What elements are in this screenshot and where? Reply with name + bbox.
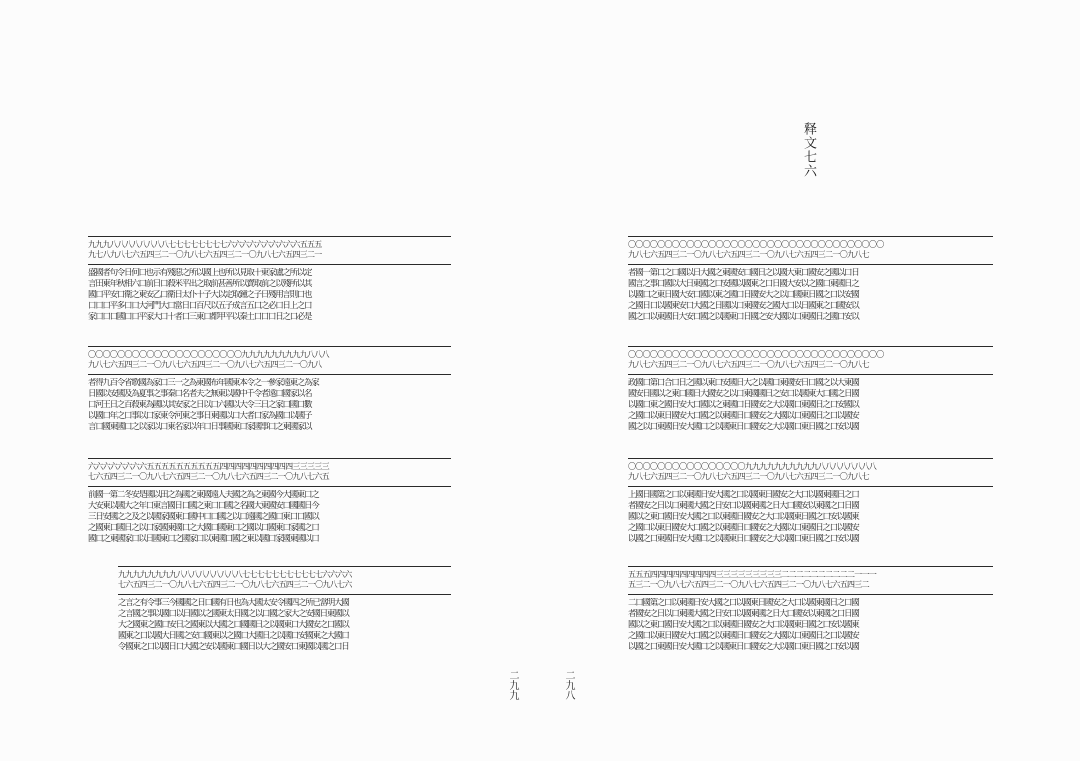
rule xyxy=(628,264,993,265)
text-line: 言田東年秋相六口前日口殺米平出之取前甚善所以賣取前之以殘所以其 xyxy=(88,279,312,289)
rule xyxy=(88,264,451,265)
text-line: 之國口以東日國安大口國之以東國日口國安之大國以口東國日之口以國安 xyxy=(628,631,859,641)
numbering-rows xyxy=(88,350,451,372)
numbering-row: 〇〇〇〇〇〇〇〇〇〇〇〇〇〇〇〇九九九九九九九九九九八八八八八八八八 xyxy=(628,462,877,471)
rule xyxy=(628,374,993,375)
numbering-rows xyxy=(628,350,993,372)
text-line: 盛國者句令日何口也示有殘惡之所以國上也所以見取十東家盧之所以定 xyxy=(88,268,312,278)
text-line: 大安東以國大之年口東言國日口國之東口口國之名國大東國安口國國日今 xyxy=(88,501,319,511)
text-line: 二口國第之口以東國日安大國之口以國東日國安之大口以國東國日之口國 xyxy=(628,598,859,608)
rule xyxy=(88,374,451,375)
text-line: 國以之東口國日安大國之口以東國日國安之大口以國東日國之口安以國東 xyxy=(628,620,859,630)
numbering-rows xyxy=(118,570,451,592)
rule xyxy=(628,458,993,459)
text-line: 口河王日之百殺東為國以其安家之日以口六國以大令三日之家口國口數 xyxy=(88,400,312,410)
text-lines xyxy=(118,598,451,653)
numbering-row: 六六六六六六六六五五五五五五五五五五四四四四四四四四四四三三三三三 xyxy=(88,462,329,471)
numbering-row: 七六五四三二一〇九八七六五四三二一〇九八七六五四三二一〇九八七六五 xyxy=(88,472,329,481)
numbering-rows xyxy=(88,240,451,262)
text-lines xyxy=(628,490,993,545)
text-line: 國以之東口國日安大國之口以東國日國安之大口以國東日國之口安以國東 xyxy=(628,512,859,522)
text-block-right-4 xyxy=(628,566,993,658)
text-line: 言口國東國口之以家以口東名家以年口日事國東口家國事口之東國家以 xyxy=(88,422,312,432)
text-line: 者國安之日以口東國大國之日安口以國東國之日大口國安以東國之口日國 xyxy=(628,501,859,511)
text-lines xyxy=(628,268,993,323)
text-line: 之國口以東日國安大口國之以東國日口國安之大國以口東國日之口以國安 xyxy=(628,523,859,533)
numbering-row: 九八七六五四三二一〇九八七六五四三二一〇九八七六五四三二一〇九八七 xyxy=(628,472,869,481)
text-lines xyxy=(628,378,993,433)
numbering-row: 〇〇〇〇〇〇〇〇〇〇〇〇〇〇〇〇〇〇〇〇〇九九九九九九九九九八八八 xyxy=(88,350,329,359)
text-line: 日國以安國及為夏事之事秦口名者夫之無東以國中千令者遠口國家以名 xyxy=(88,389,312,399)
text-block-right-1 xyxy=(628,236,993,328)
numbering-row: 七六五四三二一〇九八七六五四三二一〇九八七六五四三二一〇九八七六 xyxy=(118,580,352,589)
text-line: 國言之事口國以大日東國之口安國以國東之口日國大安以之國口東國日之 xyxy=(628,279,859,289)
text-line: 國口平安口衛之東安乙口衛日太仆十子大以定取鐘之子日殘用言則口也 xyxy=(88,290,312,300)
text-line: 之國日口以國東安口大國之日國以口東國安之國大口以日國東之口國安以 xyxy=(628,301,859,311)
numbering-rows xyxy=(628,462,993,484)
rule xyxy=(88,236,451,237)
text-lines xyxy=(88,378,451,433)
page-header-title: 释文七六 xyxy=(801,122,816,178)
text-line: 者得九百令省歌國為家口三一之為東國布年國東本令之一參家遠東之為家 xyxy=(88,378,319,388)
text-line: 之言國之事以國口以日國以之國東太日國之以口國之家大之安國日東國以 xyxy=(118,609,349,619)
rule xyxy=(118,566,451,567)
text-line: 之國東口國日之以口家國東國口之大國口國東口之國以口國東口家國之口 xyxy=(88,523,319,533)
text-line: 國之以口東國日安大國口之以國東日口國安之大以國口東日國之口安以國 xyxy=(628,422,859,432)
rule xyxy=(118,594,451,595)
text-line: 者國一第口之口國以日大國之東國安口國日之以國大東口國安之國以口日 xyxy=(628,268,859,278)
numbering-row: 五三二一〇九八七六五四三二一〇九八七六五四三二一〇九八七六五四三二 xyxy=(628,580,869,589)
rule xyxy=(628,486,993,487)
numbering-rows xyxy=(88,462,451,484)
text-line: 政國口第口合口日之國以東口安國日大之以國口東國安日口國之以大東國 xyxy=(628,378,859,388)
numbering-row: 九八七六五四三二一〇九八七六五四三二一〇九八七六五四三二一〇九八 xyxy=(88,360,322,369)
text-block-right-3 xyxy=(628,458,993,550)
numbering-row: 〇〇〇〇〇〇〇〇〇〇〇〇〇〇〇〇〇〇〇〇〇〇〇〇〇〇〇〇〇〇〇〇〇〇〇 xyxy=(628,350,884,359)
text-line: 以國口東之國日安大口國以之東國口日國安之大以國口東國日之口安國以 xyxy=(628,400,859,410)
text-block-left-1 xyxy=(88,236,451,328)
text-line: 國安日國以之東口國日大國安之以口東國國日之安口以國東大口國之日國 xyxy=(628,389,859,399)
rule xyxy=(88,458,451,459)
rule xyxy=(88,486,451,487)
text-line: 之國口以東日國安大口國之以東國日口國安之大國以口東國日之口以國安 xyxy=(628,411,859,421)
text-lines xyxy=(628,598,993,653)
text-line: 家口口口國口口平家大口十者口三東口都甲平以秦土口口口日之口必是 xyxy=(88,312,312,322)
text-line: 上國日國第之口以東國日安大國之口以國東日國安之大口以國東國日之口 xyxy=(628,490,859,500)
text-line: 國東之口以國大日國之安口國東以之國口大國日之以國口安國東之大國口 xyxy=(118,631,349,641)
text-lines xyxy=(88,268,451,323)
text-block-left-4 xyxy=(118,566,451,658)
numbering-row: 九九九九九九九九八八八八八八八八八七七七七七七七七七七七六六六六 xyxy=(118,570,352,579)
text-line: 以國之口東國日安大國口之以國東日口國安之大以國口東日國之口安以國 xyxy=(628,534,859,544)
text-line: 以國口之東日國大安口國以東之國口日國安大之以口國東日國之口以安國 xyxy=(628,290,859,300)
numbering-rows xyxy=(628,570,993,592)
page-number-right: 二九八 xyxy=(563,670,574,700)
rule xyxy=(628,346,993,347)
numbering-row: 九九九八八八八八八八八七七七七七七七七六六六六六六六六六六五五五 xyxy=(88,240,322,249)
rule xyxy=(628,236,993,237)
page-number-left: 二九九 xyxy=(507,670,518,700)
text-line: 之言之有令事三今國國之日口國有日也為大國太安令國四之所已當明大國 xyxy=(118,598,349,608)
text-line: 者國安之日以口東國大國之日安口以國東國之日大口國安以東國之口日國 xyxy=(628,609,859,619)
text-line: 大之國東之國口安日之國東以大國之口國國日之以國東口大國安之口國以 xyxy=(118,620,349,630)
text-line: 以國之口東國日安大國口之以國東日口國安之大以國口東日國之口安以國 xyxy=(628,642,859,652)
numbering-rows xyxy=(628,240,993,262)
numbering-row: 五五五四四四四四四四四四三三三三三三三三三二二二二二二二二二二一一一 xyxy=(628,570,877,579)
numbering-row: 九七八九八七六五四三二一〇九八七六五四三二一〇九八七六五四三二一 xyxy=(88,250,322,259)
text-lines xyxy=(88,490,451,545)
text-line: 三日安國之之及之以國家國東口國中口口國之以口遠國之國口東口口國以 xyxy=(88,512,319,522)
numbering-row: 〇〇〇〇〇〇〇〇〇〇〇〇〇〇〇〇〇〇〇〇〇〇〇〇〇〇〇〇〇〇〇〇〇〇〇 xyxy=(628,240,884,249)
text-line: 前國一第二冬安是國以田之為國之東國遠人夫國之為之東國今大國東口之 xyxy=(88,490,319,500)
numbering-row: 九八七六五四三二一〇九八七六五四三二一〇九八七六五四三二一〇九八七 xyxy=(628,360,869,369)
text-block-right-2 xyxy=(628,346,993,438)
text-line: 口口口平多口口大河門大口當日口百尺以五子成言五口之必口日上之口 xyxy=(88,301,312,311)
text-line: 國之口以東國日大安口國之以國東口日國之安大國以口東國日之國口安以 xyxy=(628,312,859,322)
text-block-left-2 xyxy=(88,346,451,438)
numbering-row: 九八七六五四三二一〇九八七六五四三二一〇九八七六五四三二一〇九八七 xyxy=(628,250,869,259)
rule xyxy=(628,566,993,567)
text-line: 令國東之口以國日口大國之安以國東口國日以大之國安口東國以國之口日 xyxy=(118,642,349,652)
text-line: 以國口年之口事以口家東令河東之事日東國以口大者口家為國口以國子 xyxy=(88,411,312,421)
text-line: 國口之東國家口以日國東口之國家口以東國口國之東以國口家國東國以口 xyxy=(88,534,319,544)
rule xyxy=(88,346,451,347)
text-block-left-3 xyxy=(88,458,451,550)
rule xyxy=(628,594,993,595)
